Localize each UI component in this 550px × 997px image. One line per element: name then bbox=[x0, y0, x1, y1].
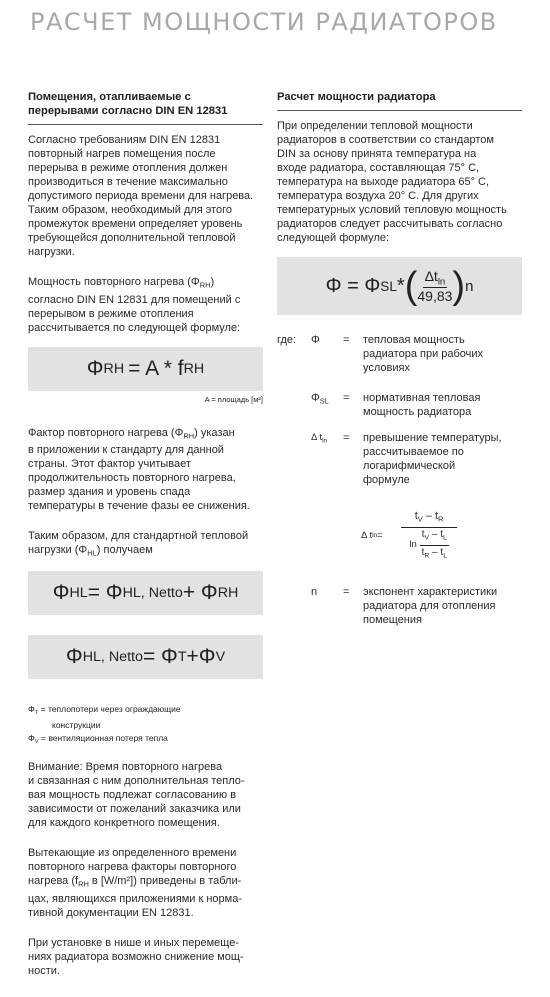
legend-item: $\Phi_T$ = теплопотери через ограждающие bbox=[28, 703, 181, 716]
dtln-formula: Δ t ln = $t_V - t_R$ ln $\frac{t_V - t_L}{t_R - t_L}$ bbox=[361, 509, 457, 563]
left-paragraph-7: При установке в нише и иных перемеще- ниях радиатора возможно снижение мощ- ности. bbox=[28, 936, 244, 977]
definitions-list bbox=[277, 333, 522, 643]
where-label: где: bbox=[277, 334, 297, 346]
left-paragraph-3: Фактор повторного нагрева $(\Phi_{RH})$ указан в приложении к стандарту для данной страны. Этот фактор учитывает продолжительность повторного нагрева, размер здания и уровень спада температуры в течение фазы ее снижения. bbox=[28, 426, 250, 513]
left-section-heading: Помещения, отапливаемые с перерывами согласно DIN EN 12831 bbox=[28, 90, 263, 125]
left-paragraph-5: Внимание: Время повторного нагрева и связанная с ним дополнительная тепло- вая мощность подлежат согласованию в зависимости от пожеланий заказчика или для каждого конкретного помещения. bbox=[28, 761, 245, 830]
left-paragraph-6: Вытекающие из определенного времени повторного нагрева факторы повторного нагрева ($f_{RH}$ в [W/m²]) приведены в табли- цах, являющихся приложениями к норма- тивной документации EN 12831. bbox=[28, 847, 242, 919]
definition-item: $\Phi_{SL}$ = нормативная тепловая мощность радиатора bbox=[311, 392, 481, 418]
definition-item: Δ $t_{ln}$ = превышение температуры, рассчитываемое по логарифмической формуле bbox=[311, 432, 502, 486]
formula-hl: Φ HL = Φ HL, Netto + Φ RH bbox=[28, 571, 263, 615]
definition-item: n = экспонент характеристики радиатора для отопления помещения bbox=[311, 586, 498, 626]
formula-hl-netto: Φ HL, Netto = Φ T +Φ V bbox=[28, 635, 263, 679]
left-column bbox=[28, 90, 263, 978]
page-title: РАСЧЕТ МОЩНОСТИ РАДИАТОРОВ bbox=[30, 8, 498, 36]
formula-legend: $\Phi_T$ = теплопотери через ограждающие конструкции $\Phi_V$ = вентиляционная потеря тепла bbox=[28, 703, 263, 749]
right-section-heading: Расчет мощности радиатора bbox=[277, 90, 522, 111]
left-paragraph-2: Мощность повторного нагрева $(\Phi_{RH})$ согласно DIN EN 12831 для помещений с перерывом в режиме отопления рассчитывается по следующей формуле: bbox=[28, 276, 241, 334]
formula-rh-caption: A = площадь [м²] bbox=[204, 394, 263, 404]
formula-radiator-power: Φ = Φ SL * ( $\frac{\Delta t_{ln}}{49,83}$ ) n bbox=[277, 257, 522, 315]
left-paragraph-4: Таким образом, для стандартной тепловой нагрузки $(\Phi_{HL})$ получаем bbox=[28, 530, 249, 558]
definition-item: Φ = тепловая мощность радиатора при рабочих условиях bbox=[311, 334, 484, 374]
legend-item: $\Phi_V$ = вентиляционная потеря тепла bbox=[28, 732, 168, 745]
left-paragraph-1: Согласно требованиям DIN EN 12831 повторный нагрев помещения после перерыва в режиме отопления должен производиться в течение максимально допустимого периода времени для нагрева. Таким образом, необходимый для этого промежуток времени определяет уровень требующейся дополнительной тепловой нагрузки. bbox=[28, 134, 254, 258]
formula-fraction: $\frac{\Delta t_{ln}}{49,83}$ bbox=[417, 267, 453, 305]
formula-rh: Φ RH = A * f RH bbox=[28, 347, 263, 391]
right-column bbox=[277, 90, 522, 643]
right-paragraph-1: При определении тепловой мощности радиаторов в соответствии со стандартом DIN за основу принята температура на входе радиатора, составляющая 75° С, температура на выходе радиатора 65° С, температура воздуха 20° С. Для других температурных условий тепловую мощность радиаторов следует рассчитывать согласно следующей формуле: bbox=[277, 120, 507, 244]
